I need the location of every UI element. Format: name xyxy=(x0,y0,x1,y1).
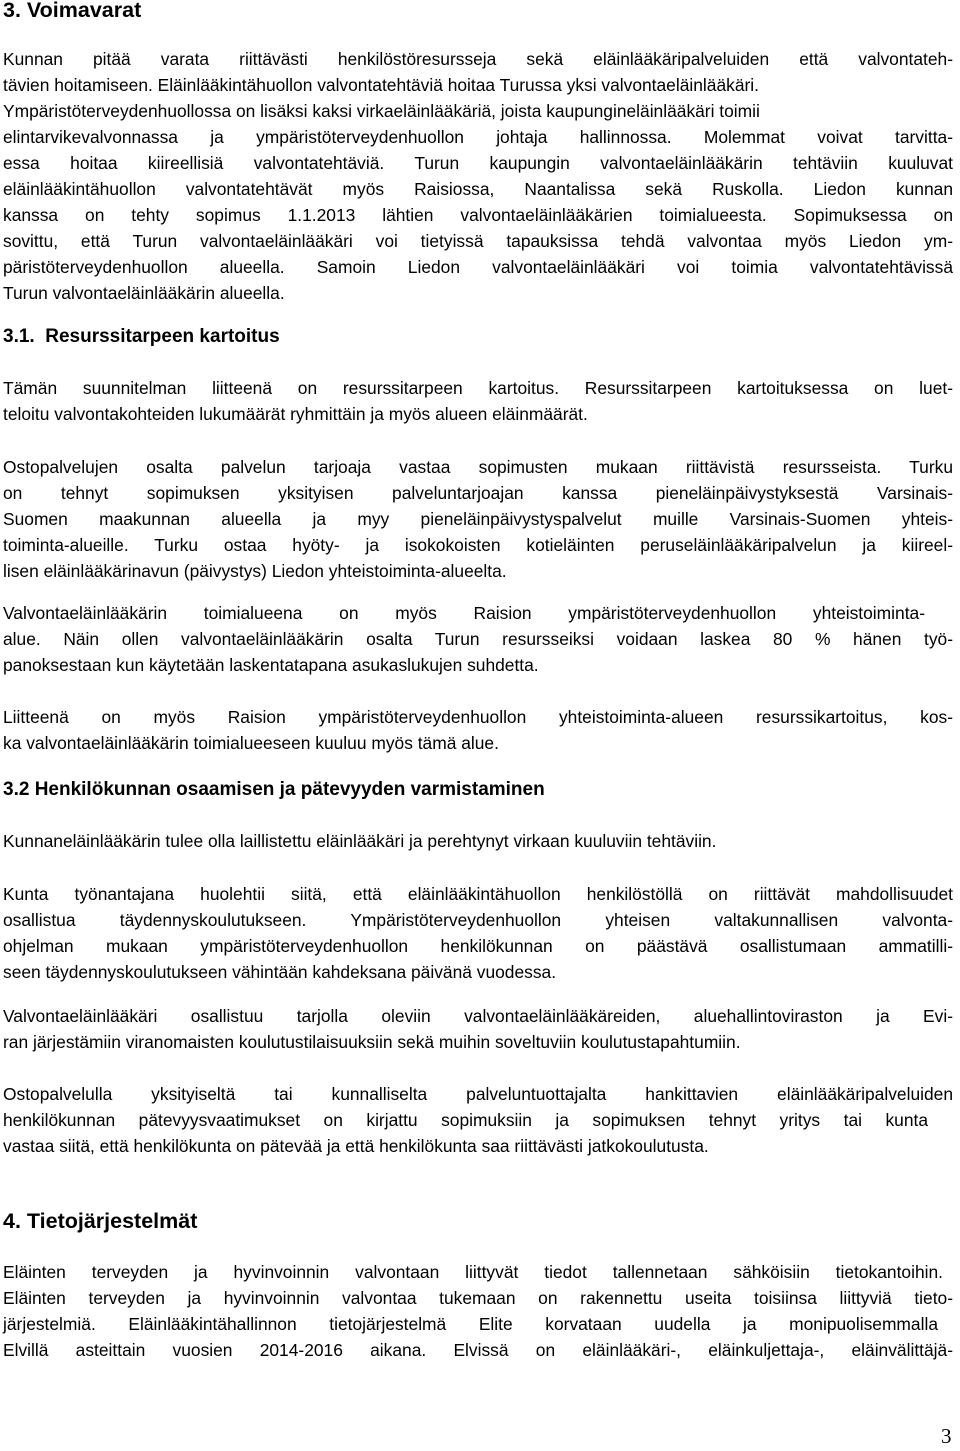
section-heading: 4. Tietojärjestelmät xyxy=(3,1209,198,1233)
text-line: seen täydennyskoulutukseen vähintään kahdeksana päivänä vuodessa. xyxy=(3,962,557,982)
text-line: ran järjestämiin viranomaisten koulutustilaisuuksiin sekä muihin soveltuviin koulutustapahtumiin. xyxy=(3,1032,741,1052)
paragraph xyxy=(3,1081,953,1159)
text-line: Ostopalvelulla yksityiseltä tai kunnalliselta palveluntuottajalta hankittavien eläinlääkäripalveluiden xyxy=(3,1084,953,1104)
text-line: ohjelman mukaan ympäristöterveydenhuollon henkilökunnan on päästävä osallistumaan ammatilli- xyxy=(3,936,953,956)
text-line: järjestelmiä. Eläinlääkintähallinnon tietojärjestelmä Elite korvataan uudella ja monipuolisemmalla xyxy=(3,1314,938,1334)
text-line: vastaa siitä, että henkilökunta on pätevää ja että henkilökunta saa riittävästi jatkokoulutusta. xyxy=(3,1136,709,1156)
section-heading: 3. Voimavarat xyxy=(3,0,142,22)
text-line: Elvillä asteittain vuosien 2014-2016 aikana. Elvissä on eläinlääkäri-, eläinkuljettaja-, eläinvälittäjä- xyxy=(3,1340,953,1360)
text-line: Suomen maakunnan alueella ja myy pieneläinpäivystyspalvelut muille Varsinais-Suomen yhteis- xyxy=(3,509,953,529)
text-line: kanssa on tehty sopimus 1.1.2013 lähtien valvontaeläinlääkärien toimialueesta. Sopimuksessa on xyxy=(3,205,953,225)
text-line: Valvontaeläinlääkäri osallistuu tarjolla oleviin valvontaeläinlääkäreiden, aluehallintoviraston ja Evi- xyxy=(3,1006,953,1026)
paragraph xyxy=(3,828,953,854)
text-line: on tehnyt sopimuksen yksityisen palveluntarjoajan kanssa pieneläinpäivystyksestä Varsinais- xyxy=(3,483,953,503)
section-voimavarat xyxy=(3,0,953,23)
paragraph xyxy=(3,600,953,678)
text-line: ka valvontaeläinlääkärin toimialueeseen kuuluu myös tämä alue. xyxy=(3,733,499,753)
paragraph xyxy=(3,454,953,584)
paragraph xyxy=(3,1003,953,1055)
text-line: henkilökunnan pätevyysvaatimukset on kirjattu sopimuksiin ja sopimuksen tehnyt yritys tai kunta xyxy=(3,1110,928,1130)
paragraph xyxy=(3,1259,953,1363)
text-line: Ostopalvelujen osalta palvelun tarjoaja vastaa sopimusten mukaan riittävistä resursseista. Turku xyxy=(3,457,953,477)
text-line: Kunnan pitää varata riittävästi henkilöstöresursseja sekä eläinlääkäripalveluiden että valvontateh- xyxy=(3,49,953,69)
text-line: alue. Näin ollen valvontaeläinlääkärin osalta Turun resursseiksi voidaan laskea 80 % hänen työ- xyxy=(3,629,953,649)
text-line: päristöterveydenhuollon alueella. Samoin Liedon valvontaeläinlääkäri voi toimia valvontatehtävissä xyxy=(3,257,953,277)
text-line: teloitu valvontakohteiden lukumäärät ryhmittäin ja myös alueen eläinmäärät. xyxy=(3,404,588,424)
subsection-heading: 3.2 Henkilökunnan osaamisen ja pätevyyden varmistaminen xyxy=(3,779,545,800)
paragraph xyxy=(3,704,953,756)
text-line: essa hoitaa kiireellisiä valvontatehtäviä. Turun kaupungin valvontaeläinlääkärin tehtäviin kuuluvat xyxy=(3,153,953,173)
text-line: Ympäristöterveydenhuollossa on lisäksi kaksi virkaeläinlääkäriä, joista kaupungineläinlääkäri toimii xyxy=(3,101,760,121)
page-number: 3 xyxy=(941,1424,952,1448)
text-line: Valvontaeläinlääkärin toimialueena on myös Raision ympäristöterveydenhuollon yhteistoiminta- xyxy=(3,603,925,623)
subsection-heading: 3.1. Resurssitarpeen kartoitus xyxy=(3,326,280,347)
text-line: Tämän suunnitelman liitteenä on resurssitarpeen kartoitus. Resurssitarpeen kartoituksessa on luet- xyxy=(3,378,953,398)
text-line: sovittu, että Turun valvontaeläinlääkäri voi tietyissä tapauksissa tehdä valvontaa myös Liedon ym- xyxy=(3,231,953,251)
paragraph xyxy=(3,375,953,427)
text-line: toiminta-alueille. Turku ostaa hyöty- ja isokokoisten kotieläinten peruseläinlääkäripalvelun ja kiireel- xyxy=(3,535,953,555)
paragraph xyxy=(3,881,953,985)
text-line: tävien hoitamiseen. Eläinlääkintähuollon valvontatehtäviä hoitaa Turussa yksi valvontaeläinlääkäri. xyxy=(3,75,759,95)
text-line: lisen eläinlääkärinavun (päivystys) Liedon yhteistoiminta-alueelta. xyxy=(3,561,507,581)
text-line: Kunta työnantajana huolehtii siitä, että eläinlääkintähuollon henkilöstöllä on riittävät mahdollisuudet xyxy=(3,884,953,904)
text-line: Eläinten terveyden ja hyvinvoinnin valvontaa tukemaan on rakennettu useita toisiinsa liittyviä tieto- xyxy=(3,1288,953,1308)
text-line: osallistua täydennyskoulutukseen. Ympäristöterveydenhuollon yhteisen valtakunnallisen valvonta- xyxy=(3,910,953,930)
paragraph xyxy=(3,46,953,306)
text-line: eläinlääkintähuollon valvontatehtävät myös Raisiossa, Naantalissa sekä Ruskolla. Liedon kunnan xyxy=(3,179,953,199)
text-line: Turun valvontaeläinlääkärin alueella. xyxy=(3,283,285,303)
text-line: Eläinten terveyden ja hyvinvoinnin valvontaan liittyvät tiedot tallennetaan sähköisiin tietokantoihin. xyxy=(3,1262,943,1282)
text-line: panoksestaan kun käytetään laskentatapana asukaslukujen suhdetta. xyxy=(3,655,539,675)
text-line: elintarvikevalvonnassa ja ympäristöterveydenhuollon johtaja hallinnossa. Molemmat voivat tarvitta- xyxy=(3,127,953,147)
text-line: Liitteenä on myös Raision ympäristöterveydenhuollon yhteistoiminta-alueen resurssikartoitus, kos- xyxy=(3,707,953,727)
text-line: Kunnaneläinlääkärin tulee olla laillistettu eläinlääkäri ja perehtynyt virkaan kuuluviin tehtäviin. xyxy=(3,831,717,851)
